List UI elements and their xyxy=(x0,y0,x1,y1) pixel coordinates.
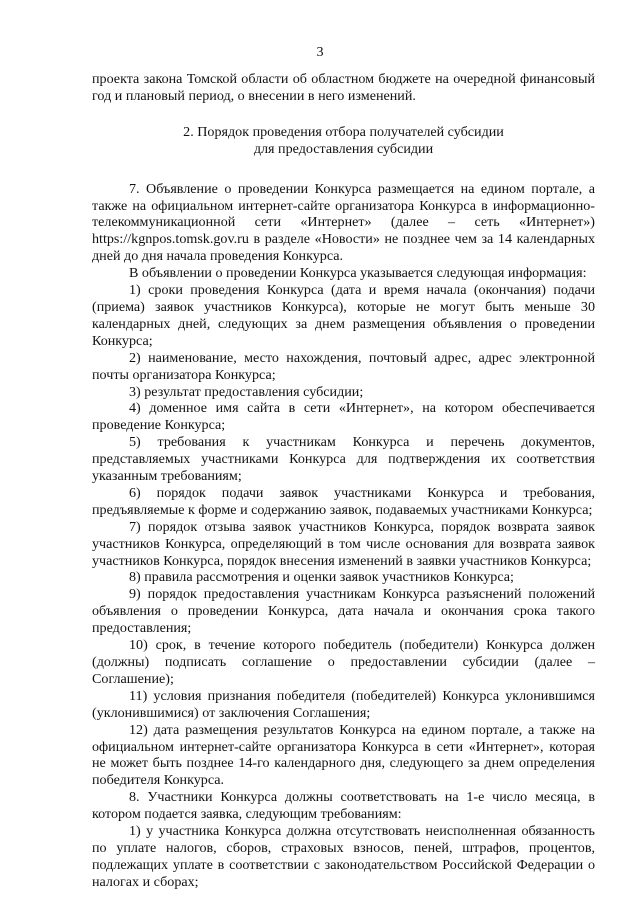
list-item: 6) порядок подачи заявок участниками Конкурса и требования, предъявляемые к форме и содержанию заявок, подаваемых участниками Конкурса; xyxy=(92,484,595,518)
list-item: 9) порядок предоставления участникам Конкурса разъяснений положений объявления о проведении Конкурса, дата начала и окончания срока такого предоставления; xyxy=(92,586,595,637)
list-item: 2) наименование, место нахождения, почтовый адрес, адрес электронной почты организатора Конкурса; xyxy=(92,349,595,383)
list-item: 12) дата размещения результатов Конкурса на едином портале, а также на официальном интернет-сайте организатора Конкурса в сети «Интернет», которая не может быть позднее 14-го календарного дня, следующего за днем определения победителя Конкурса. xyxy=(92,721,595,789)
paragraph-item-8: 8. Участники Конкурса должны соответствовать на 1-е число месяца, в котором подается заявка, следующим требованиям: xyxy=(92,789,595,823)
paragraph-item-7: 7. Объявление о проведении Конкурса размещается на едином портале, а также на официальном интернет-сайте организатора Конкурса в информационно-телекоммуникационной сети «Интернет» (далее – сеть «Интернет») https://kgnpos.tomsk.gov.ru в разделе «Новости» не позднее чем за 14 календарных дней до дня начала проведения Конкурса. xyxy=(92,180,595,265)
list-item: 1) сроки проведения Конкурса (дата и время начала (окончания) подачи (приема) заявок участников Конкурса), которые не могут быть меньше 30 календарных дней, следующих за днем размещения объявления о проведении Конкурса; xyxy=(92,282,595,349)
list-item: 5) требования к участникам Конкурса и перечень документов, представляемых участниками Конкурса для подтверждения их соответствия указанным требованиям; xyxy=(92,434,595,485)
list-item: 3) результат предоставления субсидии; xyxy=(129,383,364,400)
section-title-line-2: для предоставления субсидии xyxy=(253,140,434,157)
list-item: 11) условия признания победителя (победителей) Конкурса уклонившимся (уклонившимися) от заключения Соглашения; xyxy=(92,687,595,721)
list-item: 10) срок, в течение которого победитель (победители) Конкурса должен (должны) подписать соглашение о предоставлении субсидии (далее – Соглашение); xyxy=(92,637,595,687)
section-title-line-1: 2. Порядок проведения отбора получателей субсидии xyxy=(183,123,504,140)
list-item: 1) у участника Конкурса должна отсутствовать неисполненная обязанность по уплате налогов, сборов, страховых взносов, пеней, штрафов, процентов, подлежащих уплате в соответствии с законодательством Российской Федерации о налогах и сборах; xyxy=(92,823,595,890)
section-heading xyxy=(92,124,595,158)
list-item: 4) доменное имя сайта в сети «Интернет», на котором обеспечивается проведение Конкурса; xyxy=(92,400,595,434)
page-number: 3 xyxy=(316,44,324,60)
paragraph-announcement-info: В объявлении о проведении Конкурса указывается следующая информация: xyxy=(129,265,587,282)
document-body xyxy=(92,71,595,891)
list-item: 8) правила рассмотрения и оценки заявок участников Конкурса; xyxy=(129,569,514,586)
intro-paragraph: проекта закона Томской области об областном бюджете на очередной финансовый год и плановый период, о внесении в него изменений. xyxy=(92,71,595,104)
list-item: 7) порядок отзыва заявок участников Конкурса, порядок возврата заявок участников Конкурса, определяющий в том числе основания для возврата заявок участников Конкурса, порядок внесения изменений в заявки участников Конкурса; xyxy=(92,518,595,569)
